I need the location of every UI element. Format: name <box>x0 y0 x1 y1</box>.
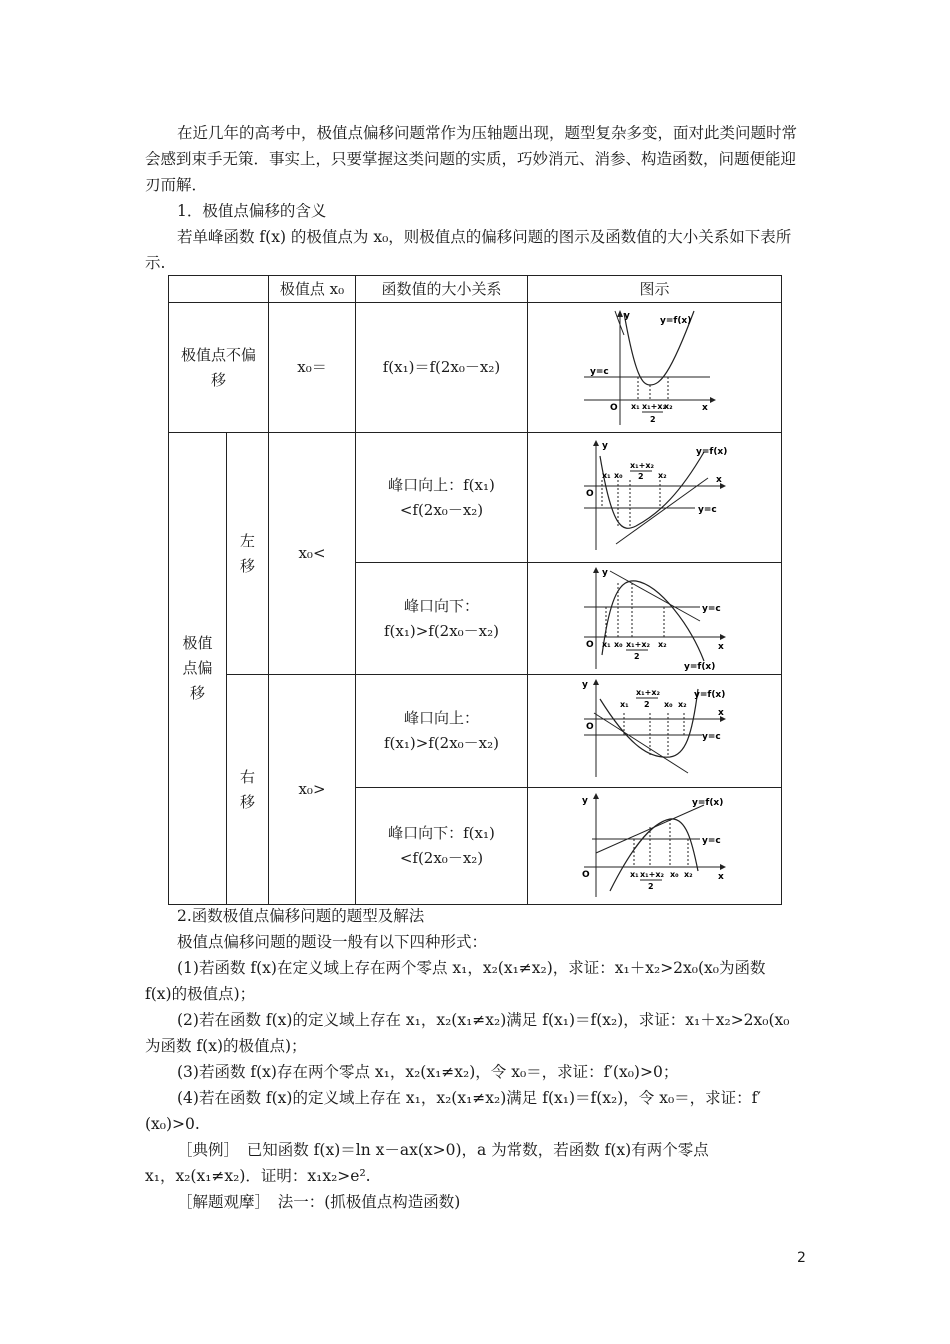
svg-text:x₁+x₂: x₁+x₂ <box>639 870 664 879</box>
svg-text:O: O <box>585 488 594 499</box>
left-shift-label: 左移 <box>227 433 269 675</box>
graph-right-up-svg <box>580 677 730 785</box>
svg-text:x₁+x₂: x₁+x₂ <box>641 402 666 411</box>
svg-text:x₂: x₂ <box>657 470 667 480</box>
table-row-left-up <box>169 433 782 563</box>
form-2-line-2: 为函数 f(x)的极值点)； <box>145 1037 307 1055</box>
left-x0: x₀< <box>269 433 356 675</box>
form-1-line-2: f(x)的极值点)； <box>145 985 256 1003</box>
shift-label: 极值点偏移 <box>169 433 227 905</box>
svg-text:y: y <box>601 440 608 451</box>
no-shift-x0: x₀＝ <box>269 303 356 433</box>
left-up-relation: 峰口向上：f(x₁)<f(2x₀－x₂) <box>356 433 528 563</box>
graph-no-shift-svg <box>580 305 730 430</box>
svg-text:y=f(x): y=f(x) <box>691 798 723 808</box>
svg-text:y=c: y=c <box>701 603 721 614</box>
example-line-2: x₁，x₂(x₁≠x₂)．证明：x₁x₂>e². <box>145 1167 371 1185</box>
svg-text:2: 2 <box>647 882 654 891</box>
header-empty <box>169 276 269 303</box>
svg-text:x: x <box>715 474 722 485</box>
graph-label-y: y <box>623 311 630 321</box>
no-shift-label: 极值点不偏移 <box>169 303 269 433</box>
svg-text:x₂: x₂ <box>663 402 673 411</box>
svg-text:y=f(x): y=f(x) <box>693 690 725 700</box>
solution-heading: ［解题观摩］ 法一：(抓极值点构造函数) <box>177 1193 461 1211</box>
svg-text:2: 2 <box>637 471 644 481</box>
header-x0: 极值点 x₀ <box>269 276 356 303</box>
svg-text:y: y <box>581 796 588 806</box>
svg-text:x: x <box>717 872 724 882</box>
form-3: (3)若函数 f(x)存在两个零点 x₁，x₂(x₁≠x₂)，令 x₀＝，求证：f′(x₀)>0； <box>177 1063 679 1081</box>
svg-text:x₀: x₀ <box>663 700 673 709</box>
svg-text:O: O <box>581 870 590 880</box>
svg-text:x₁: x₁ <box>601 470 611 480</box>
header-graph: 图示 <box>528 276 782 303</box>
table-row-right-up <box>169 675 782 788</box>
svg-text:O: O <box>585 639 594 650</box>
svg-text:x₂: x₂ <box>683 870 693 879</box>
graph-left-up-svg <box>580 438 730 558</box>
svg-text:x₁: x₁ <box>630 402 640 411</box>
header-relation: 函数值的大小关系 <box>356 276 528 303</box>
graph-no-shift <box>528 303 782 433</box>
svg-text:x₂: x₂ <box>677 700 687 709</box>
svg-text:O: O <box>585 722 594 732</box>
svg-text:x₁+x₂: x₁+x₂ <box>635 688 660 697</box>
example-line-1: ［典例］ 已知函数 f(x)＝ln x－ax(x>0)，a 为常数，若函数 f(x)有两个零点 <box>177 1141 709 1159</box>
graph-left-up <box>528 433 782 563</box>
heading-2: 2.函数极值点偏移问题的题型及解法 <box>177 907 425 925</box>
svg-text:2: 2 <box>633 651 640 661</box>
form-4-line-1: (4)若在函数 f(x)的定义域上存在 x₁，x₂(x₁≠x₂)满足 f(x₁)＝f(x₂)，令 x₀＝，求证：f′ <box>177 1089 761 1107</box>
heading-1: 1．极值点偏移的含义 <box>177 202 327 220</box>
svg-text:y=c: y=c <box>701 732 721 742</box>
table-header-row <box>169 276 782 303</box>
svg-text:y=f(x): y=f(x) <box>683 661 715 672</box>
forms-intro: 极值点偏移问题的题设一般有以下四种形式： <box>177 933 488 951</box>
svg-text:x₁+x₂: x₁+x₂ <box>625 639 650 649</box>
left-down-relation: 峰口向下：f(x₁)>f(2x₀－x₂) <box>356 563 528 675</box>
intro-paragraph: 在近几年的高考中，极值点偏移问题常作为压轴题出现，题型复杂多变，面对此类问题时常会感到束手无策．事实上，只要掌握这类问题的实质，巧妙消元、消参、构造函数，问题便能迎刃而解． <box>145 124 798 194</box>
svg-text:x: x <box>717 708 724 718</box>
svg-text:y: y <box>601 567 608 578</box>
svg-text:x₀: x₀ <box>613 470 623 480</box>
svg-text:y=c: y=c <box>697 504 717 515</box>
graph-label-c: y=c <box>589 367 609 377</box>
right-down-relation: 峰口向下：f(x₁)<f(2x₀－x₂) <box>356 788 528 905</box>
svg-text:y: y <box>581 680 588 690</box>
svg-text:y=f(x): y=f(x) <box>695 446 727 457</box>
graph-label-fx: y=f(x) <box>659 316 691 326</box>
svg-text:2: 2 <box>649 415 656 424</box>
graph-right-down <box>528 788 782 905</box>
svg-text:x₁: x₁ <box>629 870 639 879</box>
graph-left-down-svg <box>580 565 730 673</box>
form-4-line-2: (x₀)>0. <box>145 1115 200 1133</box>
graph-left-down <box>528 563 782 675</box>
table-row-no-shift <box>169 303 782 433</box>
form-1-line-1: (1)若函数 f(x)在定义域上存在两个零点 x₁，x₂(x₁≠x₂)，求证：x₁＋x₂>2x₀(x₀为函数 <box>177 959 766 977</box>
right-shift-label: 右移 <box>227 675 269 905</box>
graph-label-x: x <box>701 403 708 413</box>
offset-table <box>168 275 782 905</box>
svg-text:y=c: y=c <box>701 836 721 846</box>
graph-label-o: O <box>609 403 618 413</box>
svg-text:x₁: x₁ <box>619 700 629 709</box>
svg-text:x: x <box>717 641 724 652</box>
svg-text:x₀: x₀ <box>669 870 679 879</box>
right-x0: x₀> <box>269 675 356 905</box>
right-up-relation: 峰口向上：f(x₁)>f(2x₀－x₂) <box>356 675 528 788</box>
svg-text:x₀: x₀ <box>613 639 623 649</box>
graph-right-up <box>528 675 782 788</box>
svg-text:2: 2 <box>643 700 650 709</box>
svg-text:x₂: x₂ <box>657 639 667 649</box>
page-number: 2 <box>797 1250 806 1266</box>
no-shift-relation: f(x₁)＝f(2x₀－x₂) <box>356 303 528 433</box>
svg-text:x₁: x₁ <box>601 639 611 649</box>
graph-right-down-svg <box>580 791 730 901</box>
svg-text:x₁+x₂: x₁+x₂ <box>629 460 654 470</box>
form-2-line-1: (2)若在函数 f(x)的定义域上存在 x₁，x₂(x₁≠x₂)满足 f(x₁)＝f(x₂)，求证：x₁＋x₂>2x₀(x₀ <box>177 1011 790 1029</box>
intro-paragraph-2: 若单峰函数 f(x) 的极值点为 x₀，则极值点的偏移问题的图示及函数值的大小关系如下表所示. <box>145 228 792 272</box>
